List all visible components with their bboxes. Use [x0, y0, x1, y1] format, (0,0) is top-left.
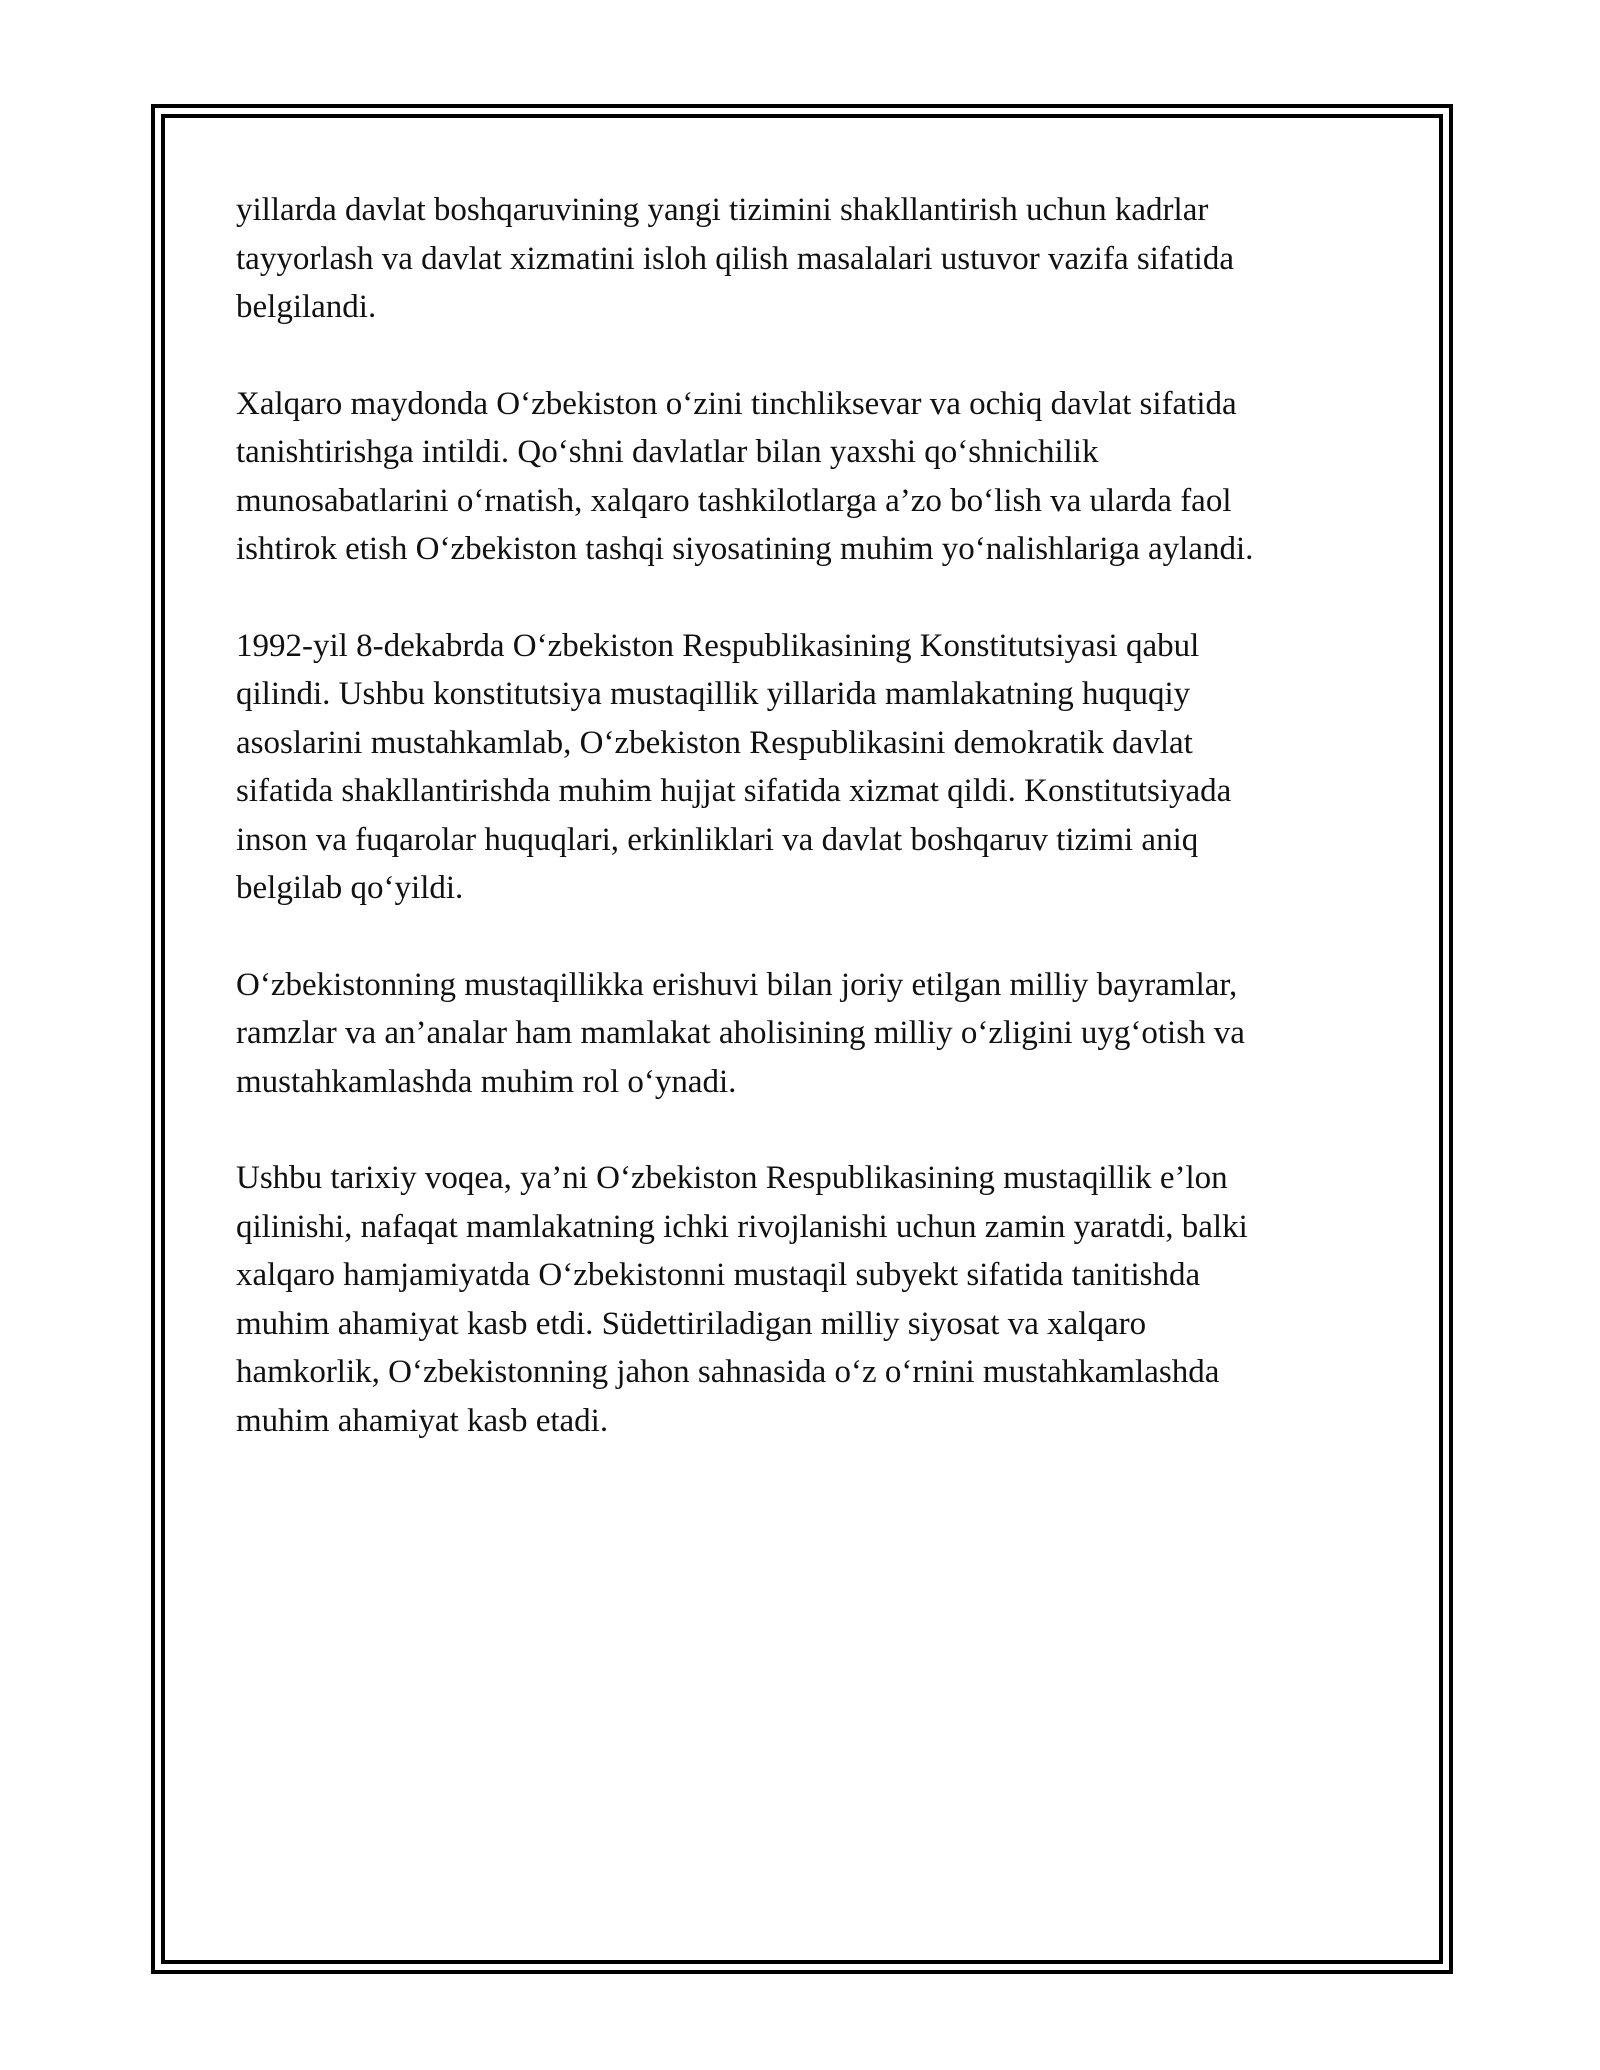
paragraph-1: yillarda davlat boshqaruvining yangi tizimini shakllantirish uchun kadrlar tayyorlash va davlat xizmatini isloh qilish masalalari ustuvor vazifa sifatida belgilandi. — [236, 192, 1234, 325]
paragraph-3: 1992-yil 8-dekabrda O‘zbekiston Respublikasining Konstitutsiyasi qabul qilindi. Ushbu konstitutsiya mustaqillik yillarida mamlakatning huquqiy asoslarini mustahkamlab, O‘zbekiston Respublikasini demokratik davlat sifatida shakllantirishda muhim hujjat sifatida xizmat qildi. Konstitutsiyada inson va fuqarolar huquqlari, erkinliklari va davlat boshqaruv tizimi aniq belgilab qo‘yildi. — [236, 627, 1232, 906]
paragraph-2: Xalqaro maydonda O‘zbekiston o‘zini tinchliksevar va ochiq davlat sifatida tanishtirishga intildi. Qo‘shni davlatlar bilan yaxshi qo‘shnichilik munosabatlarini o‘rnatish, xalqaro tashkilotlarga a’zo bo‘lish va ularda faol ishtirok etish O‘zbekiston tashqi siyosatining muhim yo‘nalishlariga aylandi. — [236, 385, 1254, 567]
paragraph-4: O‘zbekistonning mustaqillikka erishuvi bilan joriy etilgan milliy bayramlar, ramzlar va an’analar ham mamlakat aholisining milliy o‘zligini uyg‘otish va mustahkamlashda muhim rol o‘ynadi. — [236, 966, 1245, 1100]
paragraph-5: Ushbu tarixiy voqea, ya’ni O‘zbekiston Respublikasining mustaqillik e’lon qilinishi, nafaqat mamlakatning ichki rivojlanishi uchun zamin yaratdi, balki xalqaro hamjamiyatda O‘zbekistonni mustaqil subyekt sifatida tanitishda muhim ahamiyat kasb etdi. Südettiriladigan milliy siyosat va xalqaro hamkorlik, O‘zbekistonning jahon sahnasida o‘z o‘rnini mustahkamlashda muhim ahamiyat kasb etadi. — [236, 1160, 1248, 1439]
document-body — [236, 186, 1376, 1493]
